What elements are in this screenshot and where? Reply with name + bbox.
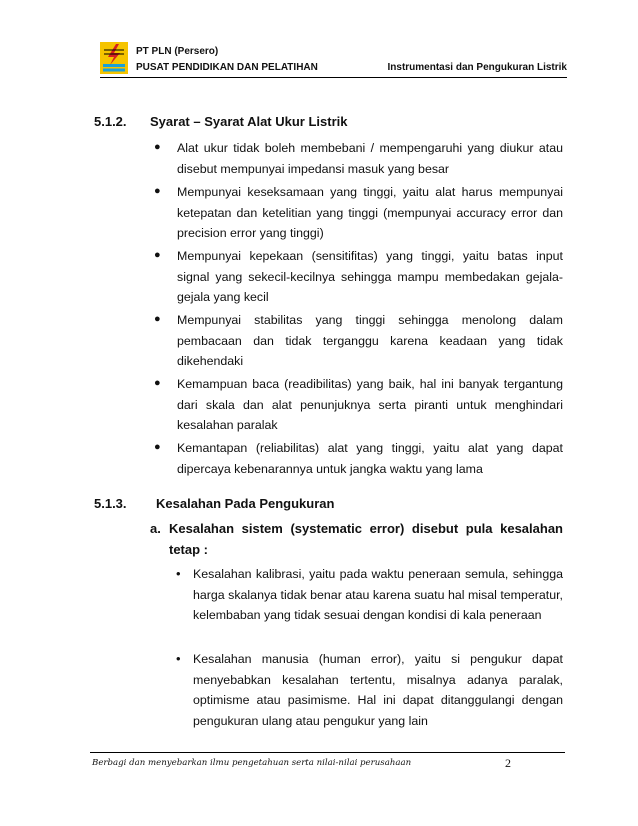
sub-item-heading: Kesalahan sistem (systematic error) disebut pula kesalahan tetap : <box>169 521 563 557</box>
sub-item-label: a. <box>150 521 161 536</box>
list-item: Kemantapan (reliabilitas) alat yang tinggi, yaitu alat yang dapat dipercaya kebenarannya untuk jangka waktu yang lama <box>177 441 563 476</box>
list-item: Mempunyai keseksamaan yang tinggi, yaitu alat harus mempunyai ketepatan dan ketelitian yang tinggi (mempunyai accuracy error dan precision error yang tinggi) <box>177 185 563 241</box>
bullet-icon: ● <box>154 185 161 197</box>
header-division: PUSAT PENDIDIKAN DAN PELATIHAN <box>136 62 318 73</box>
pln-logo-icon <box>100 42 128 74</box>
section-title: Syarat – Syarat Alat Ukur Listrik <box>150 114 348 129</box>
bullet-icon: ● <box>154 377 161 389</box>
header-course: Instrumentasi dan Pengukuran Listrik <box>387 62 567 73</box>
bullet-icon: ● <box>154 441 161 453</box>
section-number: 5.1.3. <box>94 496 127 511</box>
section-title: Kesalahan Pada Pengukuran <box>156 496 335 511</box>
list-item: Mempunyai stabilitas yang tinggi sehingga menolong dalam pembacaan dan tidak terganggu karena keadaan yang tidak dikehendaki <box>177 313 563 369</box>
list-item: Mempunyai kepekaan (sensitifitas) yang tinggi, yaitu batas input signal yang sekecil-kecilnya sehingga mampu membedakan gejala-gejala yang kecil <box>177 249 563 305</box>
list-item: Kesalahan kalibrasi, yaitu pada waktu peneraan semula, sehingga harga skalanya tidak benar atau karena suatu hal misal temperatur, kelembaban yang tidak sesuai dengan kondisi di kala peneraan <box>193 567 563 623</box>
bullet-icon: ● <box>154 313 161 325</box>
footer-motto: Berbagi dan menyebarkan ilmu pengetahuan serta nilai-nilai perusahaan <box>92 758 412 768</box>
page-number: 2 <box>505 756 511 770</box>
list-item: Kesalahan manusia (human error), yaitu si pengukur dapat menyebabkan kesalahan tertentu, misalnya adanya paralak, optimisme atau pasimisme. Hal ini dapat ditanggulangi dengan pengukuran ulang atau pengukur yang lain <box>193 652 563 728</box>
bullet-icon: ● <box>154 249 161 261</box>
bullet-icon: • <box>176 566 181 581</box>
footer-divider <box>90 752 565 753</box>
list-item: Kemampuan baca (readibilitas) yang baik, hal ini banyak tergantung dari skala dan alat penunjuknya serta piranti untuk menghindari kesalahan paralak <box>177 377 563 433</box>
bullet-icon: ● <box>154 141 161 153</box>
header-divider <box>100 77 567 78</box>
section-number: 5.1.2. <box>94 114 127 129</box>
bullet-icon: • <box>176 651 181 666</box>
list-item: Alat ukur tidak boleh membebani / mempengaruhi yang diukur atau disebut mempunyai impedansi masuk yang besar <box>177 141 563 176</box>
header-company: PT PLN (Persero) <box>136 46 219 57</box>
